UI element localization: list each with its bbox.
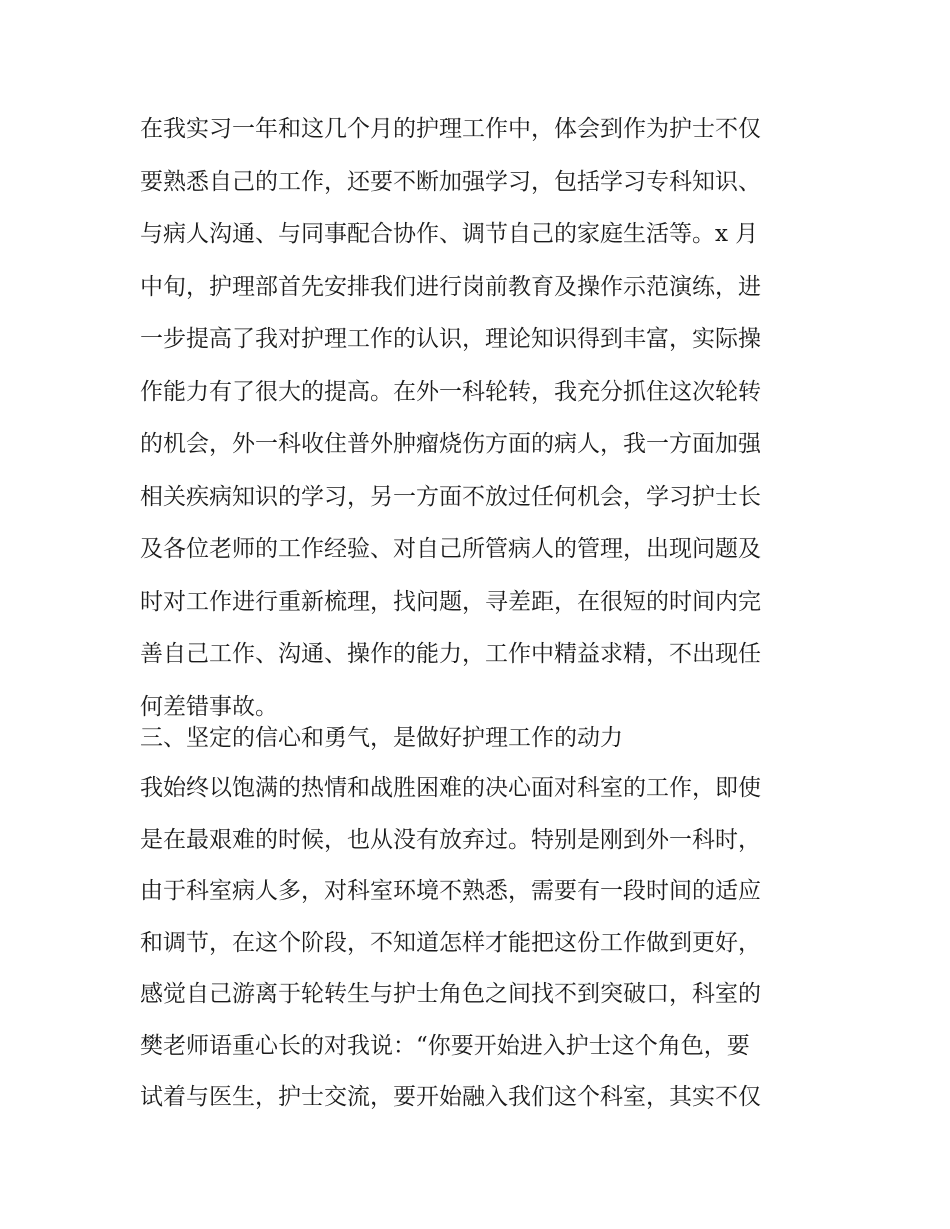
- text-line: 要熟悉自己的工作，还要不断加强学习，包括学习专科知识、: [140, 168, 761, 195]
- text-line: 何差错事故。: [140, 693, 278, 720]
- text-line: 与病人沟通、与同事配合协作、调节自己的家庭生活等。x 月: [140, 221, 759, 247]
- text-line: 及各位老师的工作经验、对自己所管病人的管理，出现问题及: [140, 536, 761, 562]
- text-line: 试着与医生，护士交流，要开始融入我们这个科室，其实不仅: [140, 1084, 761, 1110]
- text-line: 相关疾病知识的学习，另一方面不放过任何机会，学习护士长: [140, 483, 761, 510]
- text-line: 樊老师语重心长的对我说：“你要开始进入护士这个角色，要: [140, 1032, 750, 1059]
- text-line: 和调节，在这个阶段，不知道怎样才能把这份工作做到更好，: [140, 929, 761, 956]
- paragraph-internship-experience: [140, 112, 820, 742]
- text-line: 的机会，外一科收住普外肿瘤烧伤方面的病人，我一方面加强: [140, 431, 761, 457]
- text-line: 作能力有了很大的提高。在外一科轮转，我充分抓住这次轮转: [140, 378, 761, 405]
- text-line: 中旬，护理部首先安排我们进行岗前教育及操作示范演练，进: [140, 273, 761, 300]
- text-line: 时对工作进行重新梳理，找问题，寻差距，在很短的时间内完: [140, 588, 761, 615]
- text-line: 是在最艰难的时候，也从没有放弃过。特别是刚到外一科时，: [140, 826, 761, 853]
- text-line: 由于科室病人多，对科室环境不熟悉，需要有一段时间的适应: [140, 878, 761, 904]
- text-line: 在我实习一年和这几个月的护理工作中，体会到作为护士不仅: [140, 116, 761, 142]
- text-line: 感觉自己游离于轮转生与护士角色之间找不到突破口，科室的: [140, 981, 761, 1007]
- section-heading: [140, 721, 820, 755]
- text-line: 一步提高了我对护理工作的认识，理论知识得到丰富，实际操: [140, 326, 761, 352]
- section-heading-text: 三、坚定的信心和勇气，是做好护理工作的动力: [140, 725, 623, 751]
- text-line: 善自己工作、沟通、操作的能力，工作中精益求精，不出现任: [140, 641, 761, 667]
- text-line: 我始终以饱满的热情和战胜困难的决心面对科室的工作，即使: [140, 775, 761, 801]
- paragraph-confidence-courage: [140, 771, 820, 1132]
